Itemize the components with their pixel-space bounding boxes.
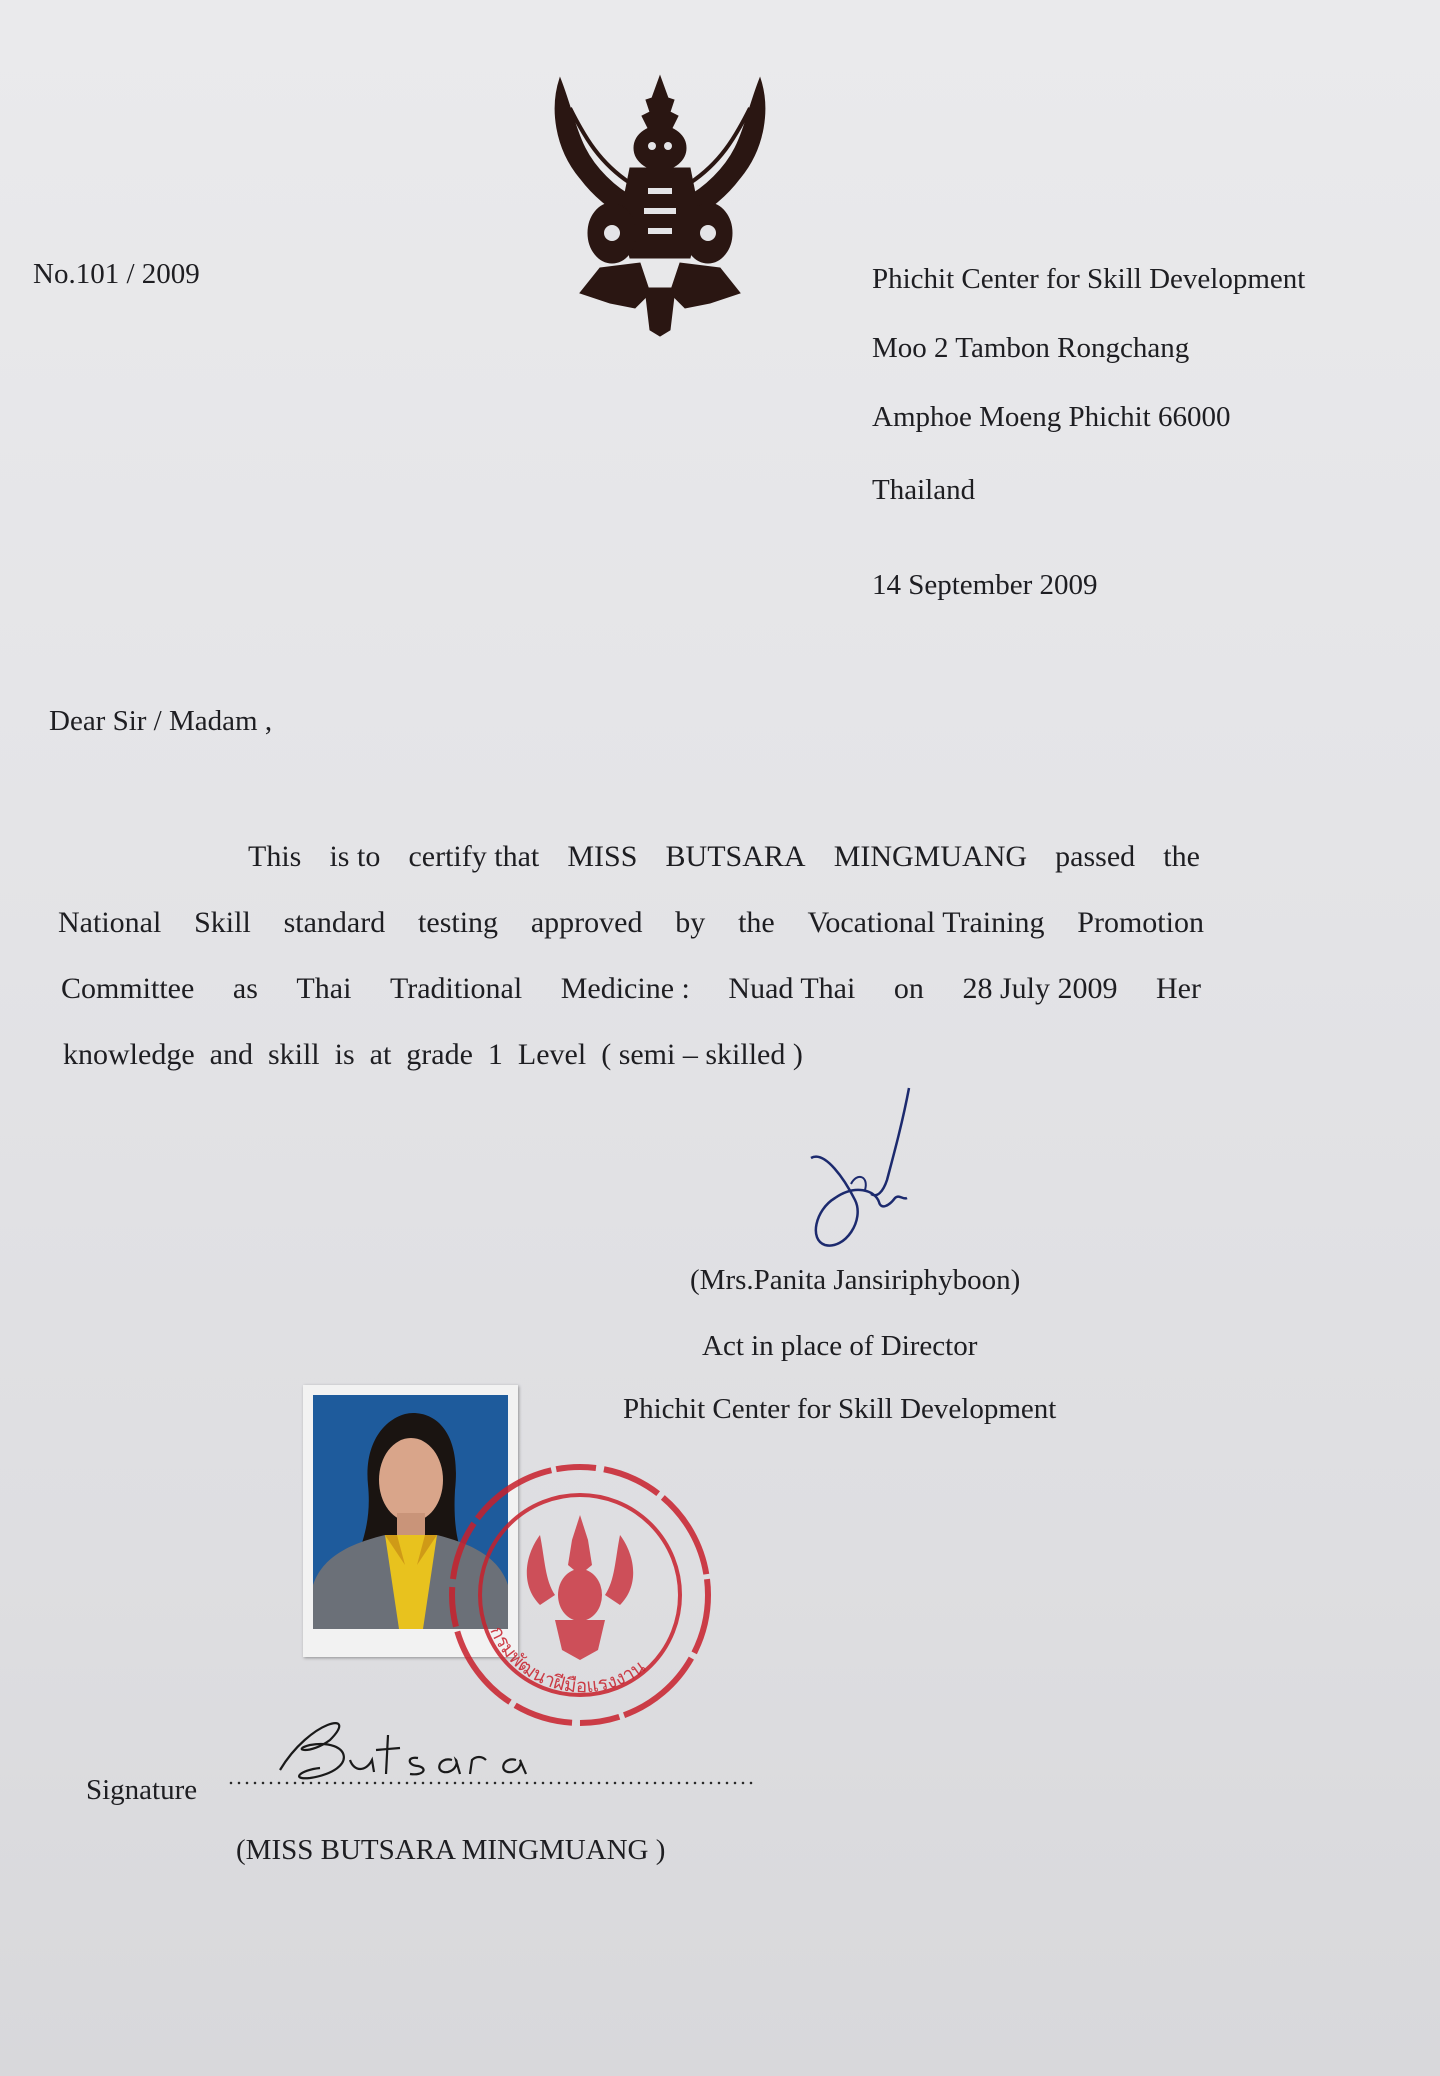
body-word: Nuad Thai <box>728 972 856 1005</box>
body-word: MINGMUANG <box>833 840 1028 873</box>
body-word: Skill <box>194 906 251 939</box>
body-word: BUTSARA <box>665 840 806 873</box>
signatory-name: (Mrs.Panita Jansiriphyboon) <box>690 1264 1021 1296</box>
body-word: as <box>232 972 258 1005</box>
sender-address-line-4: Thailand <box>872 474 976 506</box>
letter-date: 14 September 2009 <box>872 569 1098 601</box>
holder-signature <box>270 1700 550 1790</box>
body-line-2 <box>58 906 1204 940</box>
body-word: passed <box>1055 840 1136 873</box>
sender-address-line-1: Phichit Center for Skill Development <box>872 263 1306 295</box>
body-word: testing <box>418 906 499 939</box>
body-word: This <box>248 840 302 873</box>
body-word: on <box>893 972 924 1005</box>
salutation: Dear Sir / Madam , <box>49 705 273 737</box>
garuda-emblem-icon <box>540 68 780 338</box>
sender-address-line-3: Amphoe Moeng Phichit 66000 <box>872 401 1231 433</box>
body-word: Promotion <box>1077 906 1204 939</box>
signature-dotted-line <box>227 1781 757 1785</box>
body-word: standard <box>283 906 386 939</box>
body-line-4: knowledge and skill is at grade 1 Level ( semi – skilled ) <box>63 1038 803 1071</box>
holder-name: (MISS BUTSARA MINGMUANG ) <box>236 1834 666 1866</box>
body-line-3 <box>61 972 1201 1006</box>
stamp-text: กรมพัฒนาฝีมือแรงงาน <box>485 1622 650 1698</box>
body-word: by <box>675 906 706 939</box>
body-word: the <box>1163 840 1200 873</box>
body-word: the <box>738 906 775 939</box>
body-word: Committee <box>61 972 195 1005</box>
body-word: Traditional <box>389 972 523 1005</box>
body-word: certify that <box>408 840 540 873</box>
body-word: Thai <box>296 972 352 1005</box>
body-line-1 <box>248 840 1200 874</box>
signatory-title: Act in place of Director <box>702 1330 978 1362</box>
body-word: National <box>58 906 162 939</box>
body-word: Her <box>1156 972 1201 1005</box>
garuda-stamp-icon <box>527 1515 633 1660</box>
director-signature <box>795 1080 925 1260</box>
body-word: approved <box>530 906 643 939</box>
sender-address-line-2: Moo 2 Tambon Rongchang <box>872 332 1190 364</box>
body-word: is to <box>329 840 381 873</box>
body-word: Medicine : <box>560 972 690 1005</box>
signatory-organization: Phichit Center for Skill Development <box>623 1393 1057 1425</box>
signature-label: Signature <box>86 1774 198 1806</box>
body-word: MISS <box>567 840 638 873</box>
body-word: 28 July 2009 <box>962 972 1118 1005</box>
body-word: Vocational Training <box>807 906 1045 939</box>
reference-number: No.101 / 2009 <box>33 258 200 290</box>
